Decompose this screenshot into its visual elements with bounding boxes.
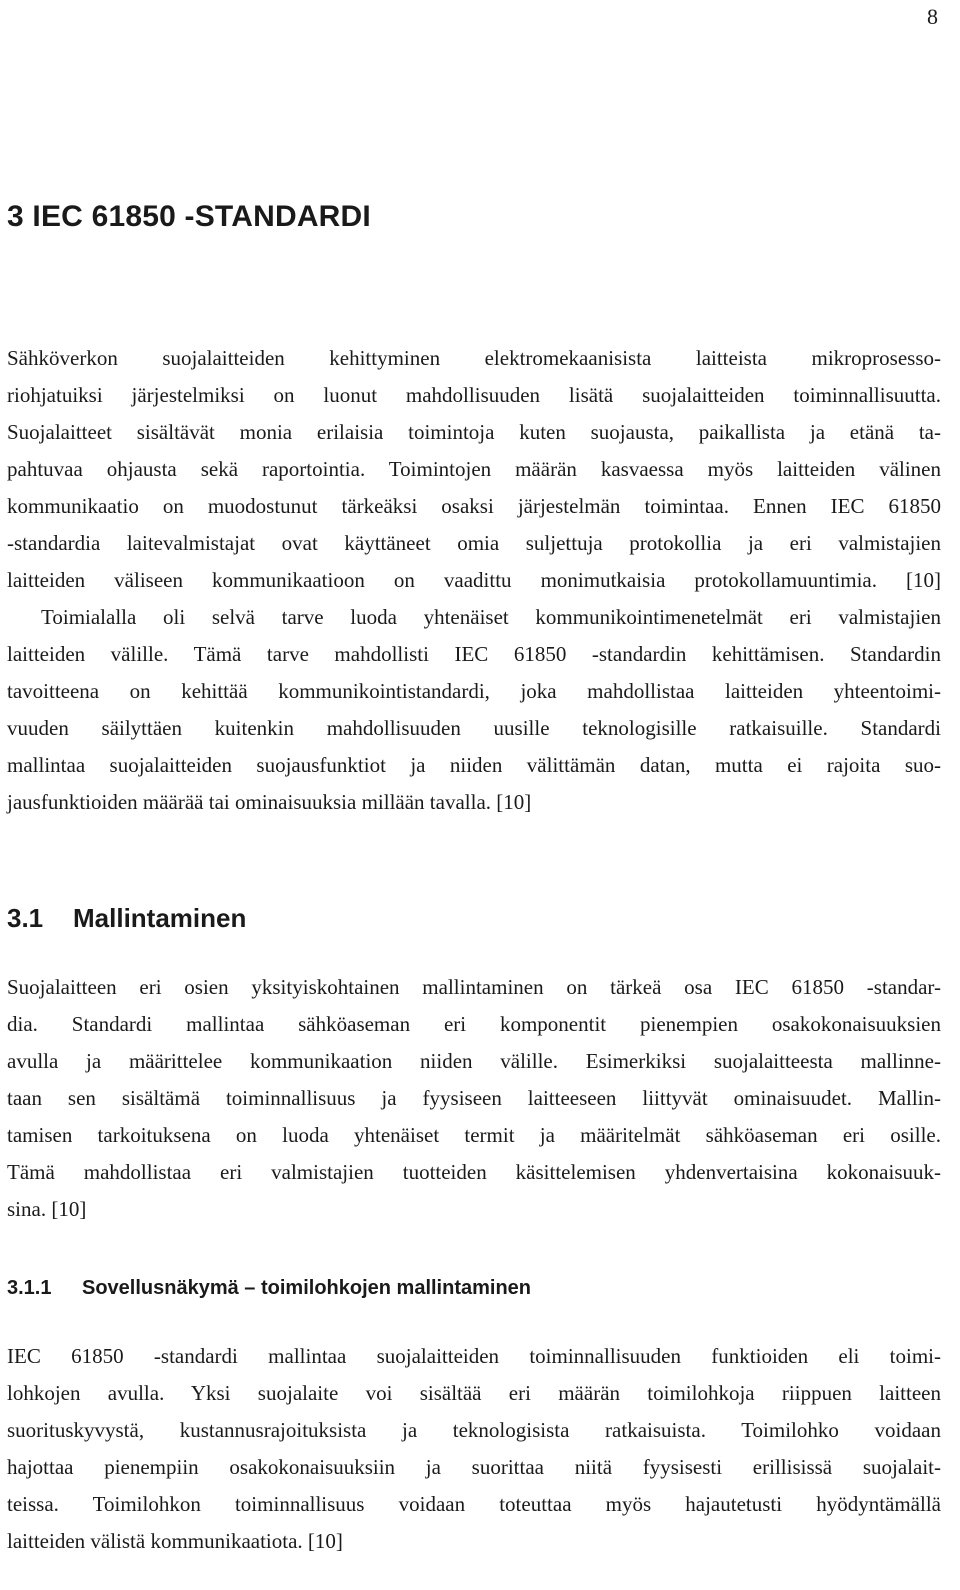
text-line: Toimialalla oli selvä tarve luoda yhtenäiset kommunikointimenetelmät eri valmistajien: [41, 605, 941, 629]
text-line: laitteiden väliseen kommunikaatioon on vaadittu monimutkaisia protokollamuuntimia. [10]: [7, 568, 941, 592]
text-line: taan sen sisältämä toiminnallisuus ja fyysiseen laitteeseen liittyvät ominaisuudet. Mallin-: [7, 1086, 941, 1110]
section-number: 3.1: [7, 903, 44, 933]
text-line: Suojalaitteet sisältävät monia erilaisia toimintoja kuten suojausta, paikallista ja etänä ta-: [7, 420, 941, 444]
text-line: laitteiden välistä kommunikaatiota. [10]: [7, 1529, 343, 1553]
text-line: laitteiden välille. Tämä tarve mahdollisti IEC 61850 -standardin kehittämisen. Standardin: [7, 642, 941, 666]
chapter-title: 3 IEC 61850 -STANDARDI: [7, 200, 371, 233]
subsection-heading: [7, 1277, 531, 1300]
subsection-title: Sovellusnäkymä – toimilohkojen mallintaminen: [82, 1277, 532, 1299]
text-line: vuuden säilyttäen kuitenkin mahdollisuuden uusille teknologisille ratkaisuille. Standardi: [7, 716, 941, 740]
text-line: dia. Standardi mallintaa sähköaseman eri komponentit pienempien osakokonaisuuksien: [7, 1012, 941, 1036]
subsection-number: 3.1.1: [7, 1277, 52, 1299]
text-line: tamisen tarkoituksena on luoda yhtenäiset termit ja määritelmät sähköaseman eri osille.: [7, 1123, 941, 1147]
text-line: tavoitteena on kehittää kommunikointistandardi, joka mahdollistaa laitteiden yhteentoimi-: [7, 679, 941, 703]
subsection-paragraph: [7, 1338, 941, 1560]
text-line: avulla ja määrittelee kommunikaation niiden välille. Esimerkiksi suojalaitteesta mallinne-: [7, 1049, 941, 1073]
section-title: Mallintaminen: [73, 903, 247, 933]
text-line: jausfunktioiden määrää tai ominaisuuksia millään tavalla. [10]: [7, 790, 532, 814]
text-line: suorituskyvystä, kustannusrajoituksista ja teknologisista ratkaisuista. Toimilohko voidaan: [7, 1418, 941, 1442]
section-paragraph: [7, 969, 941, 1228]
page-number: 8: [927, 4, 938, 29]
text-line: hajottaa pienempiin osakokonaisuuksiin ja suorittaa niitä fyysisesti erillisissä suojalait-: [7, 1455, 941, 1479]
text-line: Sähköverkon suojalaitteiden kehittyminen elektromekaanisista laitteista mikroprosesso-: [7, 346, 941, 370]
text-line: riohjatuiksi järjestelmiksi on luonut mahdollisuuden lisätä suojalaitteiden toiminnallisuutta.: [7, 383, 941, 407]
text-line: teissa. Toimilohkon toiminnallisuus voidaan toteuttaa myös hajautetusti hyödyntämällä: [7, 1492, 941, 1516]
text-line: lohkojen avulla. Yksi suojalaite voi sisältää eri määrän toimilohkoja riippuen laitteen: [7, 1381, 941, 1405]
text-line: sina. [10]: [7, 1197, 87, 1221]
text-line: kommunikaatio on muodostunut tärkeäksi osaksi järjestelmän toimintaa. Ennen IEC 61850: [7, 494, 941, 518]
text-line: pahtuvaa ohjausta sekä raportointia. Toimintojen määrän kasvaessa myös laitteiden välinen: [7, 457, 941, 481]
section-heading: [7, 903, 246, 934]
text-line: Suojalaitteen eri osien yksityiskohtainen mallintaminen on tärkeä osa IEC 61850 -standar-: [7, 975, 941, 999]
text-line: Tämä mahdollistaa eri valmistajien tuotteiden käsittelemisen yhdenvertaisina kokonaisuuk-: [7, 1160, 941, 1184]
text-line: IEC 61850 -standardi mallintaa suojalaitteiden toiminnallisuuden funktioiden eli toimi-: [7, 1344, 941, 1368]
intro-paragraph: [7, 340, 941, 821]
text-line: -standardia laitevalmistajat ovat käyttäneet omia suljettuja protokollia ja eri valmistajien: [7, 531, 941, 555]
text-line: mallintaa suojalaitteiden suojausfunktiot ja niiden välittämän datan, mutta ei rajoita suo-: [7, 753, 941, 777]
